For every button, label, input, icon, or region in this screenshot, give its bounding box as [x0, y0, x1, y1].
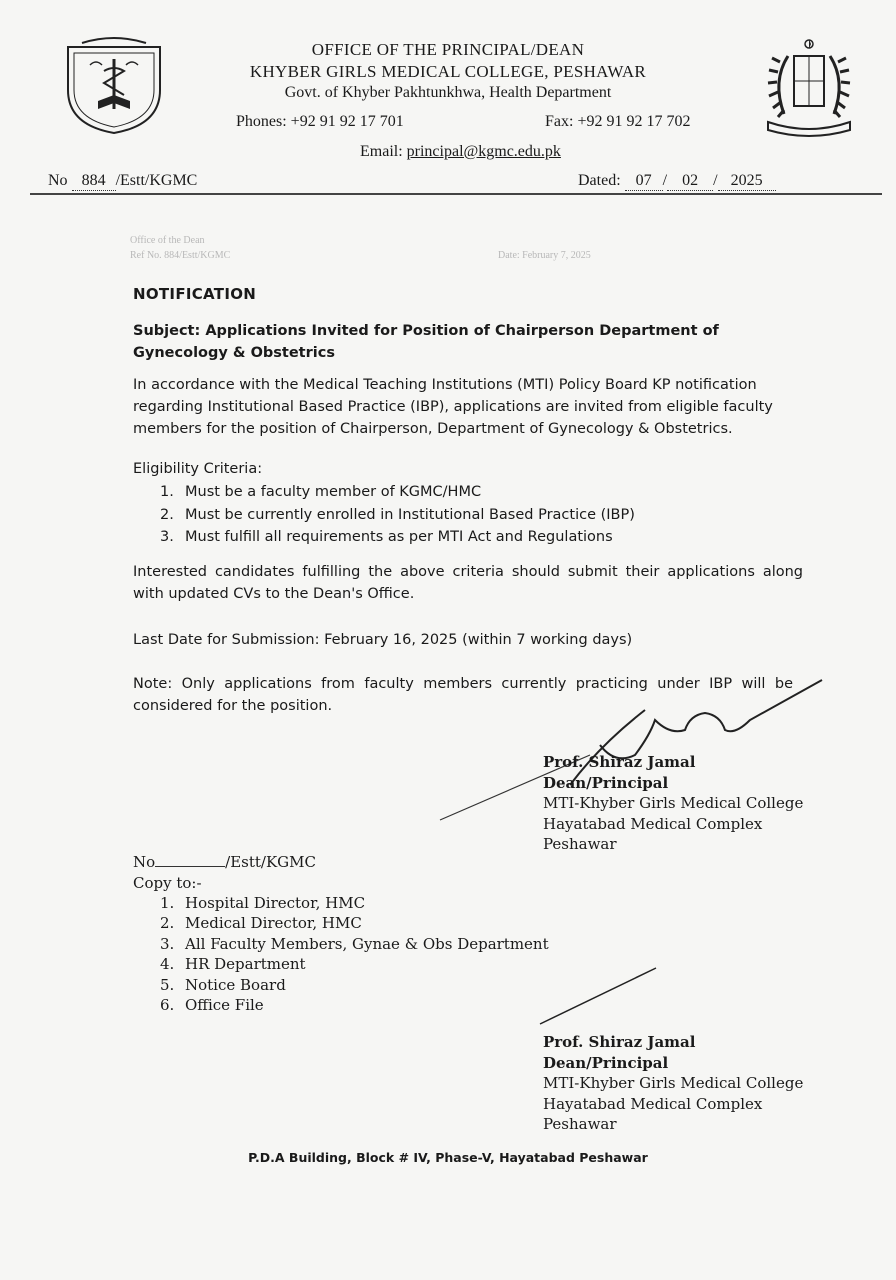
- header-divider: [30, 193, 882, 195]
- copy-reference: [133, 853, 316, 871]
- signatory-complex: Hayatabad Medical Complex: [543, 814, 763, 833]
- signatory-title: Dean/Principal: [543, 1053, 669, 1072]
- signatory-complex: Hayatabad Medical Complex: [543, 1094, 763, 1113]
- list-text: All Faculty Members, Gynae & Obs Department: [185, 934, 549, 953]
- footer-address: P.D.A Building, Block # IV, Phase-V, Hayatabad Peshawar: [248, 1150, 648, 1165]
- copy-no-label: No: [133, 853, 156, 871]
- signature-block-copy: [543, 1032, 803, 1135]
- list-item: [160, 976, 549, 996]
- phone-numbers: Phones: +92 91 92 17 701: [236, 113, 404, 130]
- signatory-name: Prof. Shiraz Jamal: [543, 1033, 696, 1051]
- submission-paragraph: Interested candidates fulfilling the above criteria should submit their applications along with updated CVs to the Dean's Office.: [133, 564, 803, 602]
- faint-stamp-date: Date: February 7, 2025: [498, 250, 591, 261]
- list-number: 1.: [160, 484, 174, 500]
- email-label: Email:: [360, 143, 407, 160]
- list-text: Must be currently enrolled in Institutional Based Practice (IBP): [185, 506, 635, 523]
- office-title: OFFICE OF THE PRINCIPAL/DEAN: [311, 40, 585, 59]
- signatory-org: MTI-Khyber Girls Medical College: [543, 794, 804, 812]
- faint-stamp-ref: Ref No. 884/Estt/KGMC: [130, 250, 231, 261]
- list-number: 2.: [160, 914, 175, 933]
- list-text: Notice Board: [185, 975, 286, 994]
- list-text: Office File: [185, 995, 264, 1014]
- list-item: [160, 996, 549, 1016]
- ref-no-value: 884: [72, 172, 116, 191]
- list-text: Medical Director, HMC: [185, 914, 362, 933]
- intro-paragraph: In accordance with the Medical Teaching Institutions (MTI) Policy Board KP notification regarding Institutional Based Practice (IBP), applications are invited from eligible faculty members for the position of Chairperson, Department of Gynecology & Obstetrics.: [133, 377, 773, 437]
- signatory-title: Dean/Principal: [543, 773, 669, 792]
- notification-heading: NOTIFICATION: [133, 285, 257, 303]
- list-text: Must be a faculty member of KGMC/HMC: [185, 484, 482, 500]
- dated-label: Dated:: [578, 172, 621, 189]
- list-text: Hospital Director, HMC: [185, 894, 366, 912]
- department-line: Govt. of Khyber Pakhtunkhwa, Health Department: [284, 84, 612, 101]
- list-item: [160, 504, 635, 527]
- signatory-city: Peshawar: [543, 835, 617, 853]
- list-text: Must fulfill all requirements as per MTI Act and Regulations: [185, 529, 613, 545]
- list-number: 4.: [160, 955, 175, 974]
- signatory-city: Peshawar: [543, 1115, 617, 1133]
- copy-to-label: Copy to:-: [133, 874, 202, 892]
- signatory-org: MTI-Khyber Girls Medical College: [543, 1074, 804, 1092]
- eligibility-list: [160, 481, 635, 549]
- list-number: 3.: [160, 529, 174, 545]
- copy-no-suffix: /Estt/KGMC: [225, 853, 316, 871]
- reference-number: [48, 172, 197, 191]
- email-link[interactable]: principal@kgmc.edu.pk: [406, 143, 561, 160]
- list-item: [160, 481, 635, 504]
- subject-line: Subject: Applications Invited for Position of Chairperson Department of Gynecology & Obstetrics: [133, 323, 719, 361]
- faint-stamp-office: Office of the Dean: [130, 235, 205, 246]
- note-paragraph: Note: Only applications from faculty members currently practicing under IBP will be considered for the position.: [133, 676, 793, 714]
- signatory-name: Prof. Shiraz Jamal: [543, 753, 696, 771]
- college-title: KHYBER GIRLS MEDICAL COLLEGE, PESHAWAR: [249, 62, 647, 81]
- list-item: [160, 894, 549, 914]
- list-number: 6.: [160, 995, 175, 1014]
- list-number: 1.: [160, 894, 175, 912]
- signature-block: [543, 752, 803, 855]
- date-day: 07: [625, 172, 663, 191]
- list-number: 5.: [160, 975, 175, 994]
- list-text: HR Department: [185, 955, 306, 974]
- ref-no-label: No: [48, 172, 68, 189]
- date-month: 02: [667, 172, 713, 191]
- ref-no-suffix: /Estt/KGMC: [115, 172, 198, 189]
- fax-number: Fax: +92 91 92 17 702: [545, 113, 691, 130]
- date-year: 2025: [718, 172, 776, 191]
- signature-stroke-icon: [540, 966, 660, 1026]
- last-date-line: Last Date for Submission: February 16, 2025 (within 7 working days): [133, 632, 633, 648]
- list-item: [160, 935, 549, 955]
- list-item: [160, 526, 635, 549]
- list-number: 3.: [160, 934, 175, 953]
- list-number: 2.: [160, 506, 174, 523]
- copy-list: [160, 894, 549, 1016]
- eligibility-heading: Eligibility Criteria:: [133, 461, 263, 477]
- copy-no-blank: [155, 866, 225, 867]
- list-item: [160, 955, 549, 975]
- email-line: [360, 143, 561, 161]
- list-item: [160, 914, 549, 934]
- dated-field: Dated: 07 / 02 / 2025: [578, 172, 776, 191]
